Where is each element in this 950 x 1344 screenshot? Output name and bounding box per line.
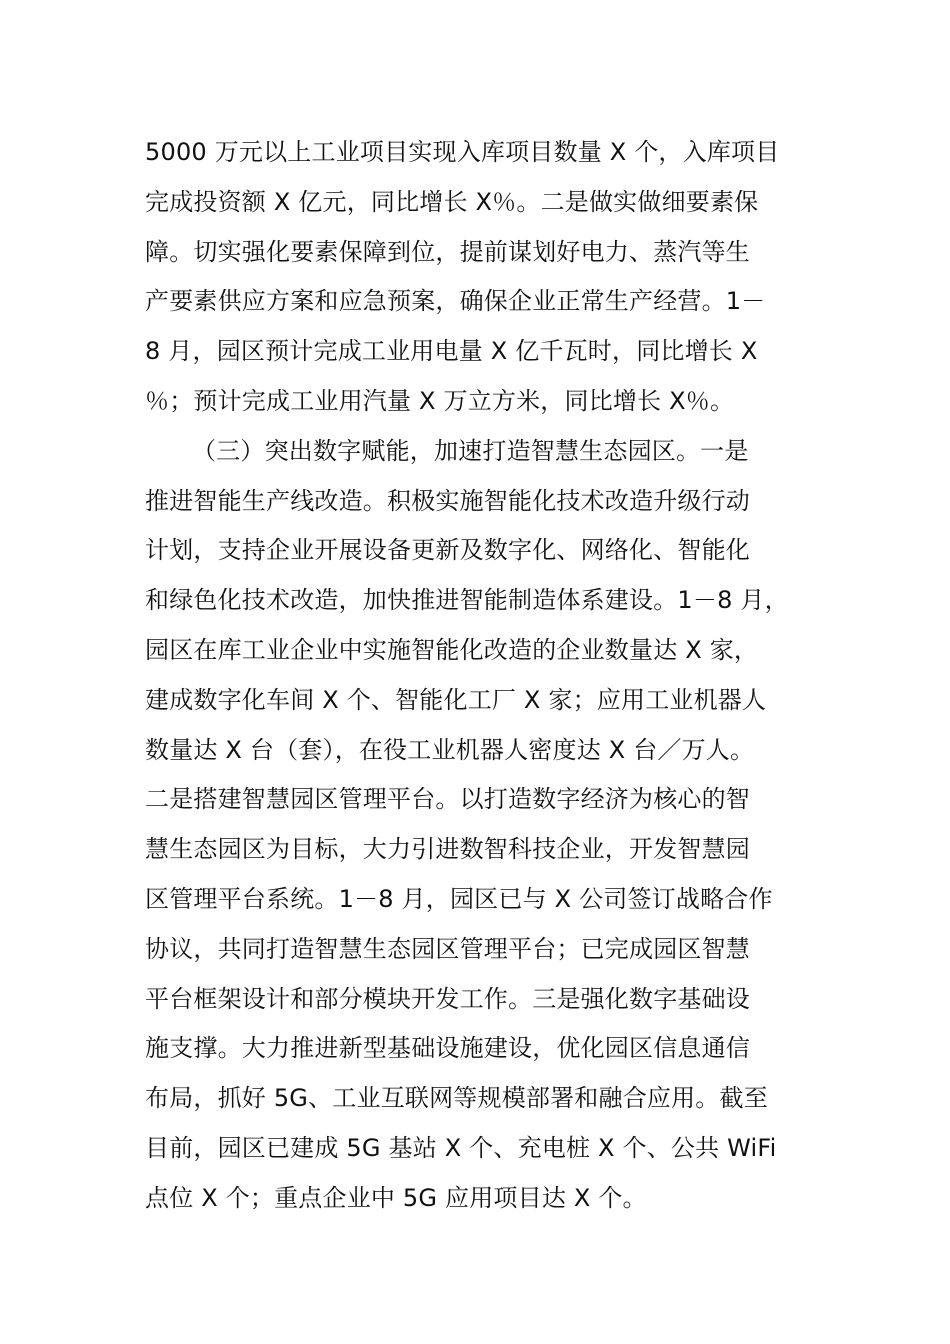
text-line-20: 布局，抓好 5G、工业互联网等规模部署和融合应用。截至 <box>145 1084 768 1113</box>
body-text <box>145 128 845 1224</box>
text-line-15: 慧生态园区为目标，大力引进数智科技企业，开发智慧园 <box>145 835 750 864</box>
text-line-6: ％；预计完成工业用汽量 X 万立方米，同比增长 X％。 <box>145 386 735 415</box>
text-line-12: 建成数字化车间 X 个、智能化工厂 X 家；应用工业机器人 <box>145 685 767 714</box>
text-line-2: 完成投资额 X 亿元，同比增长 X％。二是做实做细要素保 <box>145 187 759 216</box>
text-line-3: 障。切实强化要素保障到位，提前谋划好电力、蒸汽等生 <box>145 237 750 266</box>
text-line-9: 计划，支持企业开展设备更新及数字化、网络化、智能化 <box>145 536 750 565</box>
text-line-1: 5000 万元以上工业项目实现入库项目数量 X 个，入库项目 <box>145 138 780 166</box>
text-line-5: 8 月，园区预计完成工业用电量 X 亿千瓦时，同比增长 X <box>145 337 758 366</box>
text-line-8: 推进智能生产线改造。积极实施智能化技术改造升级行动 <box>145 486 750 515</box>
text-line-22: 点位 X 个；重点企业中 5G 应用项目达 X 个。 <box>145 1183 647 1212</box>
text-line-18: 平台框架设计和部分模块开发工作。三是强化数字基础设 <box>145 984 750 1013</box>
section-heading-line: （三）突出数字赋能，加速打造智慧生态园区。一是 <box>145 436 749 465</box>
text-line-10: 和绿色化技术改造，加快推进智能制造体系建设。1－8 月， <box>145 586 789 615</box>
text-line-16: 区管理平台系统。1－8 月，园区已与 X 公司签订战略合作 <box>145 884 773 913</box>
text-line-11: 园区在库工业企业中实施智能化改造的企业数量达 X 家， <box>145 635 759 664</box>
text-line-14: 二是搭建智慧园区管理平台。以打造数字经济为核心的智 <box>145 785 750 814</box>
text-line-19: 施支撑。大力推进新型基础设施建设，优化园区信息通信 <box>145 1034 750 1063</box>
text-line-13: 数量达 X 台（套），在役工业机器人密度达 X 台／万人。 <box>145 735 755 764</box>
text-line-4: 产要素供应方案和应急预案，确保企业正常生产经营。1－ <box>145 287 766 316</box>
text-line-21: 目前，园区已建成 5G 基站 X 个、充电桩 X 个、公共 WiFi <box>145 1133 777 1162</box>
text-line-17: 协议，共同打造智慧生态园区管理平台；已完成园区智慧 <box>145 934 750 963</box>
